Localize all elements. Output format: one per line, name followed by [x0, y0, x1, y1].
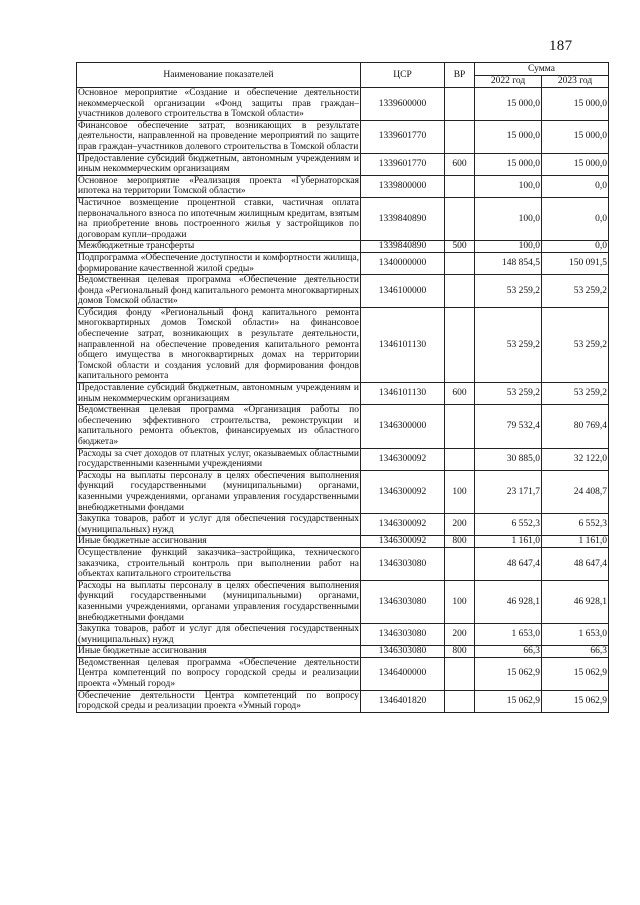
row-amount-2022: 53 259,2	[475, 307, 542, 382]
row-csr-code: 1346300000	[361, 405, 445, 448]
row-vr-code	[445, 120, 475, 153]
table-row	[77, 383, 609, 405]
row-vr-code: 800	[445, 536, 475, 548]
row-amount-2022: 15 000,0	[475, 120, 542, 153]
header-year-2022: 2022 год	[475, 76, 542, 88]
row-csr-code: 1346100000	[361, 275, 445, 308]
row-amount-2022: 48 647,4	[475, 547, 542, 580]
row-vr-code: 200	[445, 514, 475, 536]
table-row	[77, 536, 609, 548]
row-name: Субсидия фонду «Региональный фонд капитального ремонта многоквартирных домов Томской области» на финансовое обеспечение затрат, возникающих в результате деятельности, направленной на обеспечение проведения капитального ремонта общего имущества в многоквартирных домах на территории Томской области и создания условий для формирования фондов капитального ремонта	[78, 307, 359, 382]
row-vr-code	[445, 275, 475, 308]
row-amount-2023: 6 552,3	[542, 514, 609, 536]
row-csr-code: 1346101130	[361, 307, 445, 382]
row-name: Ведомственная целевая программа «Обеспечение деятельности фонда «Региональный фонд капитального ремонта многоквартирных домов Томской области»	[78, 275, 359, 307]
row-name: Основное мероприятие «Реализация проекта «Губернаторская ипотека на территории Томской области»	[78, 175, 359, 197]
row-amount-2022: 6 552,3	[475, 514, 542, 536]
row-csr-code: 1346400000	[361, 657, 445, 690]
row-name: Подпрограмма «Обеспечение доступности и комфортности жилища, формирование качественной жилой среды»	[78, 252, 359, 274]
row-amount-2023: 150 091,5	[542, 252, 609, 274]
row-amount-2023: 0,0	[542, 175, 609, 197]
table-row	[77, 547, 609, 580]
row-csr-code: 1346303080	[361, 547, 445, 580]
row-name: Предоставление субсидий бюджетным, автономным учреждениям и иным некоммерческим организациям	[78, 153, 359, 175]
row-vr-code	[445, 547, 475, 580]
row-amount-2022: 15 000,0	[475, 153, 542, 175]
table-row	[77, 241, 609, 253]
row-name: Обеспечение деятельности Центра компетенций по вопросу городской среды и реализации проекта «Умный город»	[78, 690, 359, 712]
row-vr-code	[445, 307, 475, 382]
row-vr-code: 100	[445, 470, 475, 513]
table-row	[77, 646, 609, 658]
row-amount-2023: 15 000,0	[542, 153, 609, 175]
row-name: Частичное возмещение процентной ставки, частичная оплата первоначального взноса по ипотечным жилищным кредитам, взятым на приобретение вновь построенного жилья у застройщиков по договорам купли–продажи	[78, 197, 359, 240]
row-amount-2023: 15 000,0	[542, 120, 609, 153]
header-year-2023: 2023 год	[542, 76, 609, 88]
row-name: Иные бюджетные ассигнования	[77, 646, 361, 658]
budget-table	[76, 62, 609, 713]
table-row	[77, 405, 609, 448]
header-name: Наименование показателей	[77, 63, 361, 88]
row-csr-code: 1339800000	[361, 175, 445, 197]
row-amount-2022: 15 062,9	[475, 657, 542, 690]
row-vr-code	[445, 690, 475, 712]
row-csr-code: 1339840890	[361, 197, 445, 240]
table-row	[77, 120, 609, 153]
row-csr-code: 1339840890	[361, 241, 445, 253]
row-amount-2022: 23 171,7	[475, 470, 542, 513]
row-amount-2023: 53 259,2	[542, 383, 609, 405]
row-amount-2023: 66,3	[542, 646, 609, 658]
row-csr-code: 1346303080	[361, 646, 445, 658]
row-amount-2023: 24 408,7	[542, 470, 609, 513]
row-vr-code: 600	[445, 153, 475, 175]
row-amount-2023: 0,0	[542, 197, 609, 240]
row-csr-code: 1339601770	[361, 120, 445, 153]
header-vr: ВР	[445, 63, 475, 88]
row-amount-2023: 1 161,0	[542, 536, 609, 548]
row-vr-code	[445, 405, 475, 448]
row-amount-2023: 48 647,4	[542, 547, 609, 580]
row-amount-2022: 100,0	[475, 197, 542, 240]
row-amount-2022: 100,0	[475, 175, 542, 197]
row-amount-2022: 1 653,0	[475, 624, 542, 646]
table-row	[77, 252, 609, 274]
row-amount-2022: 46 928,1	[475, 580, 542, 623]
table-row	[77, 175, 609, 197]
row-amount-2023: 53 259,2	[542, 307, 609, 382]
row-vr-code: 200	[445, 624, 475, 646]
row-vr-code	[445, 448, 475, 470]
row-amount-2023: 32 122,0	[542, 448, 609, 470]
table-row	[77, 624, 609, 646]
row-amount-2023: 53 259,2	[542, 275, 609, 308]
row-vr-code: 800	[445, 646, 475, 658]
row-csr-code: 1346300092	[361, 448, 445, 470]
table-row	[77, 307, 609, 382]
table-row	[77, 470, 609, 513]
row-csr-code: 1346300092	[361, 536, 445, 548]
row-vr-code: 600	[445, 383, 475, 405]
table-row	[77, 153, 609, 175]
table-row	[77, 690, 609, 712]
row-amount-2022: 53 259,2	[475, 275, 542, 308]
row-name: Расходы за счет доходов от платных услуг, оказываемых областными государственными казенными учреждениями	[78, 448, 359, 470]
header-csr: ЦСР	[361, 63, 445, 88]
row-amount-2023: 46 928,1	[542, 580, 609, 623]
row-name: Расходы на выплаты персоналу в целях обеспечения выполнения функций государственными (муниципальными) органами, казенными учреждениями, органами управления государственными внебюджетными фондами	[78, 580, 359, 623]
row-vr-code	[445, 197, 475, 240]
row-csr-code: 1346300092	[361, 514, 445, 536]
row-amount-2023: 15 000,0	[542, 88, 609, 121]
page-number: 187	[549, 38, 573, 54]
row-csr-code: 1339601770	[361, 153, 445, 175]
row-vr-code	[445, 252, 475, 274]
table-row	[77, 88, 609, 121]
row-amount-2023: 1 653,0	[542, 624, 609, 646]
row-name: Осуществление функций заказчика–застройщика, технического заказчика, строительный контроль при выполнении работ на объектах капитального строительства	[78, 547, 359, 580]
row-vr-code: 100	[445, 580, 475, 623]
table-row	[77, 275, 609, 308]
row-name: Ведомственная целевая программа «Организация работы по обеспечению эффективного строительства, реконструкции и капитального ремонта объектов, финансируемых из областного бюджета»	[78, 405, 359, 447]
row-vr-code	[445, 175, 475, 197]
row-name: Основное мероприятие «Создание и обеспечение деятельности некоммерческой организации «Фонд защиты прав граждан–участников долевого строительства в Томской области»	[78, 88, 359, 120]
header-sum: Сумма	[475, 63, 609, 76]
row-amount-2022: 53 259,2	[475, 383, 542, 405]
row-amount-2022: 15 062,9	[475, 690, 542, 712]
row-name: Закупка товаров, работ и услуг для обеспечения государственных (муниципальных) нужд	[78, 514, 359, 535]
table-row	[77, 657, 609, 690]
row-name: Расходы на выплаты персоналу в целях обеспечения выполнения функций государственными (муниципальными) органами, казенными учреждениями, органами управления государственными внебюджетными фондами	[78, 470, 359, 513]
table-body	[77, 88, 609, 713]
row-amount-2022: 1 161,0	[475, 536, 542, 548]
row-csr-code: 1340000000	[361, 252, 445, 274]
table-row	[77, 448, 609, 470]
row-amount-2022: 79 532,4	[475, 405, 542, 448]
row-amount-2022: 100,0	[475, 241, 542, 253]
row-vr-code: 500	[445, 241, 475, 253]
row-amount-2023: 15 062,9	[542, 690, 609, 712]
row-amount-2022: 66,3	[475, 646, 542, 658]
row-amount-2023: 0,0	[542, 241, 609, 253]
row-csr-code: 1346101130	[361, 383, 445, 405]
row-vr-code	[445, 88, 475, 121]
table-row	[77, 197, 609, 240]
row-name: Иные бюджетные ассигнования	[77, 536, 361, 548]
row-name: Предоставление субсидий бюджетным, автономным учреждениям и иным некоммерческим организациям	[78, 383, 359, 404]
row-csr-code: 1346401820	[361, 690, 445, 712]
row-csr-code: 1346303080	[361, 624, 445, 646]
row-amount-2023: 15 062,9	[542, 657, 609, 690]
row-csr-code: 1339600000	[361, 88, 445, 121]
row-csr-code: 1346300092	[361, 470, 445, 513]
row-name: Финансовое обеспечение затрат, возникающих в результате деятельности, направленной на проведение мероприятий по защите прав граждан–участников долевого строительства в Томской области	[78, 120, 359, 152]
row-amount-2022: 15 000,0	[475, 88, 542, 121]
row-csr-code: 1346303080	[361, 580, 445, 623]
row-name: Закупка товаров, работ и услуг для обеспечения государственных (муниципальных) нужд	[78, 624, 359, 645]
row-name: Ведомственная целевая программа «Обеспечение деятельности Центра компетенций по вопросу городской среды и реализации проекта «Умный город»	[78, 657, 359, 690]
row-amount-2023: 80 769,4	[542, 405, 609, 448]
row-amount-2022: 30 885,0	[475, 448, 542, 470]
table-row	[77, 580, 609, 623]
row-amount-2022: 148 854,5	[475, 252, 542, 274]
row-vr-code	[445, 657, 475, 690]
table-row	[77, 514, 609, 536]
row-name: Межбюджетные трансферты	[77, 241, 361, 253]
